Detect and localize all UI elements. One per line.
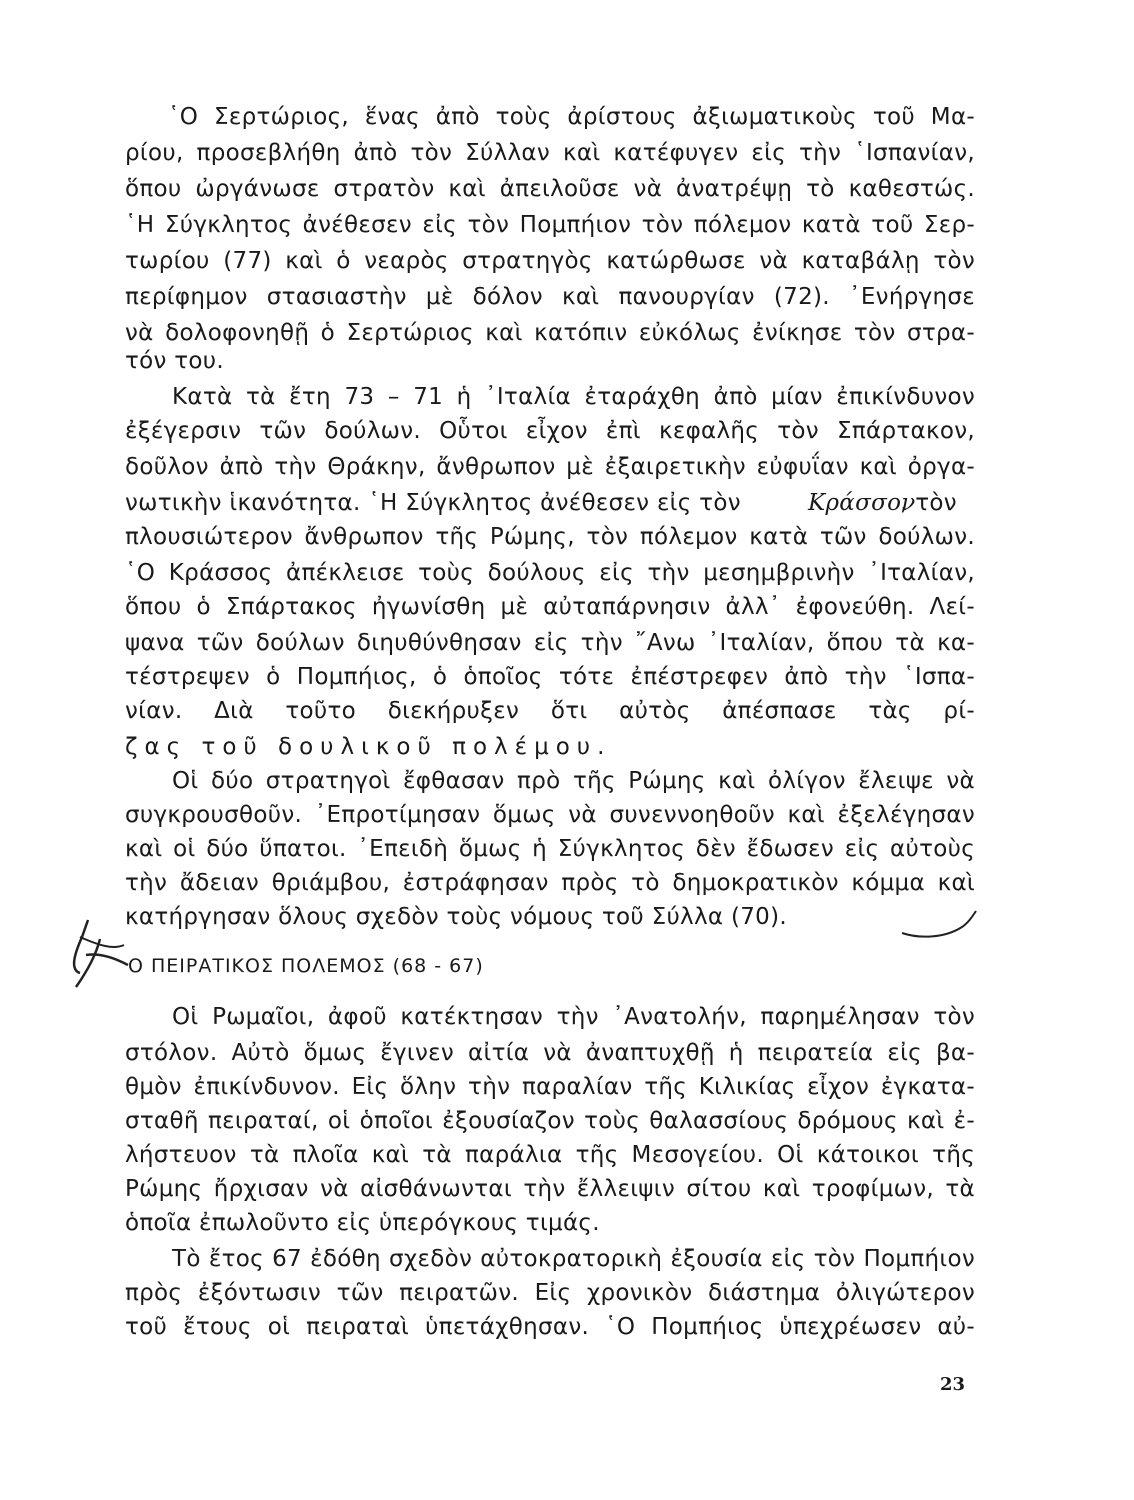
text-line: Τὸ ἔτος 67 ἐδόθη σχεδὸν αὐτοκρατορικὴ ἐξουσία εἰς τὸν Πομπήιον xyxy=(172,1246,975,1272)
text-line: τέστρεψεν ὁ Πομπήιος, ὁ ὁποῖος τότε ἐπέστρεφεν ἀπὸ τὴν ῾Ισπα- xyxy=(125,664,975,690)
pen-stroke-mark xyxy=(900,905,980,945)
text-line: καὶ οἱ δύο ὕπατοι. ᾿Επειδὴ ὅμως ἡ Σύγκλητος δὲν ἔδωσεν εἰς αὐτοὺς xyxy=(125,836,975,862)
text-line: τὴν ἄδειαν θριάμβου, ἐστράφησαν πρὸς τὸ δημοκρατικὸν κόμμα καὶ xyxy=(125,870,975,896)
handwritten-x-mark xyxy=(58,915,138,995)
text-line-spaced: ζας τοῦ δουλικοῦ πολέμου. xyxy=(125,734,612,760)
page-number: 23 xyxy=(940,1374,966,1395)
text-line: Ρώμης ἤρχισαν νὰ αἰσθάνωνται τὴν ἔλλειψιν σίτου καὶ τροφίμων, τὰ xyxy=(125,1176,975,1202)
text-line: λήστευον τὰ πλοῖα καὶ τὰ παράλια τῆς Μεσογείου. Οἱ κάτοικοι τῆς xyxy=(125,1142,975,1168)
text-line: Κατὰ τὰ ἔτη 73 – 71 ἡ ᾿Ιταλία ἐταράχθη ἀπὸ μίαν ἐπικίνδυνον xyxy=(172,384,975,410)
text-line: Οἱ Ρωμαῖοι, ἀφοῦ κατέκτησαν τὴν ᾿Ανατολήν, παρημέλησαν τὸν xyxy=(172,1004,975,1030)
text-line: περίφημον στασιαστὴν μὲ δόλον καὶ πανουργίαν (72). ᾿Ενήργησε xyxy=(125,284,975,310)
text-line: στόλον. Αὐτὸ ὅμως ἔγινεν αἰτία νὰ ἀναπτυχθῇ ἡ πειρατεία εἰς βα- xyxy=(125,1040,975,1066)
text-line: δοῦλον ἀπὸ τὴν Θράκην, ἄνθρωπον μὲ ἐξαιρετικὴν εὐφυΐαν καὶ ὀργα- xyxy=(125,454,975,480)
text-line: ψανα τῶν δούλων διηυθύνθησαν εἰς τὴν ῎Ανω ᾿Ιταλίαν, ὅπου τὰ κα- xyxy=(125,630,975,656)
text-fragment: , τὸν xyxy=(900,490,957,516)
text-line: τόν του. xyxy=(125,348,225,374)
section-heading: Ο ΠΕΙΡΑΤΙΚΟΣ ΠΟΛΕΜΟΣ (68 - 67) xyxy=(128,955,484,977)
text-line: πλουσιώτερον ἄνθρωπον τῆς Ρώμης, τὸν πόλεμον κατὰ τῶν δούλων. xyxy=(125,524,975,550)
text-line: ὅπου ὠργάνωσε στρατὸν καὶ ἀπειλοῦσε νὰ ἀνατρέψῃ τὸ καθεστώς. xyxy=(125,176,975,202)
text-line: Οἱ δύο στρατηγοὶ ἔφθασαν πρὸ τῆς Ρώμης καὶ ὀλίγον ἔλειψε νὰ xyxy=(172,768,975,794)
text-line: συγκρουσθοῦν. ᾿Επροτίμησαν ὅμως νὰ συνεννοηθοῦν καὶ ἐξελέγησαν xyxy=(125,802,975,828)
text-line: ὁποῖα ἐπωλοῦντο εἰς ὑπερόγκους τιμάς. xyxy=(125,1210,600,1236)
text-line: κατήργησαν ὅλους σχεδὸν τοὺς νόμους τοῦ Σύλλα (70). xyxy=(125,904,787,930)
text-line: ὅπου ὁ Σπάρτακος ἠγωνίσθη μὲ αὐταπάρνησιν ἀλλ᾿ ἐφονεύθη. Λεί- xyxy=(125,594,975,620)
text-line: ῾Ο Κράσσος ἀπέκλεισε τοὺς δούλους εἰς τὴν μεσημβρινὴν ᾿Ιταλίαν, xyxy=(125,560,975,586)
text-line: ῾Η Σύγκλητος ἀνέθεσεν εἰς τὸν Πομπήιον τὸν πόλεμον κατὰ τοῦ Σερ- xyxy=(125,212,975,238)
text-line: νωτικὴν ἱκανότητα. ῾Η Σύγκλητος ἀνέθεσεν εἰς τὸν xyxy=(125,490,741,516)
text-line: τοῦ ἔτους οἱ πειραταὶ ὑπετάχθησαν. ῾Ο Πομπήιος ὑπεχρέωσεν αὐ- xyxy=(125,1314,975,1340)
text-line: ρίου, προσεβλήθη ἀπὸ τὸν Σύλλαν καὶ κατέφυγεν εἰς τὴν ῾Ισπανίαν, xyxy=(125,140,975,166)
text-line: σταθῆ πειραταί, οἱ ὁποῖοι ἐξουσίαζον τοὺς θαλασσίους δρόμους καὶ ἐ- xyxy=(125,1108,975,1134)
text-line: ἐξέγερσιν τῶν δούλων. Οὗτοι εἶχον ἐπὶ κεφαλῆς τὸν Σπάρτακον, xyxy=(125,418,975,444)
text-line: νὰ δολοφονηθῇ ὁ Σερτώριος καὶ κατόπιν εὐκόλως ἐνίκησε τὸν στρα- xyxy=(125,320,975,346)
text-line: ῾Ο Σερτώριος, ἕνας ἀπὸ τοὺς ἀρίστους ἀξιωματικοὺς τοῦ Μα- xyxy=(168,104,975,130)
italic-name-krassos: Κράσσον xyxy=(808,490,916,516)
text-line: θμὸν ἐπικίνδυνον. Εἰς ὅλην τὴν παραλίαν τῆς Κιλικίας εἶχον ἐγκατα- xyxy=(125,1074,975,1100)
text-line: νίαν. Διὰ τοῦτο διεκήρυξεν ὅτι αὐτὸς ἀπέσπασε τὰς ρί- xyxy=(125,698,975,724)
text-line: πρὸς ἐξόντωσιν τῶν πειρατῶν. Εἰς χρονικὸν διάστημα ὀλιγώτερον xyxy=(125,1280,975,1306)
text-line: τωρίου (77) καὶ ὁ νεαρὸς στρατηγὸς κατώρθωσε νὰ καταβάλῃ τὸν xyxy=(125,248,975,274)
